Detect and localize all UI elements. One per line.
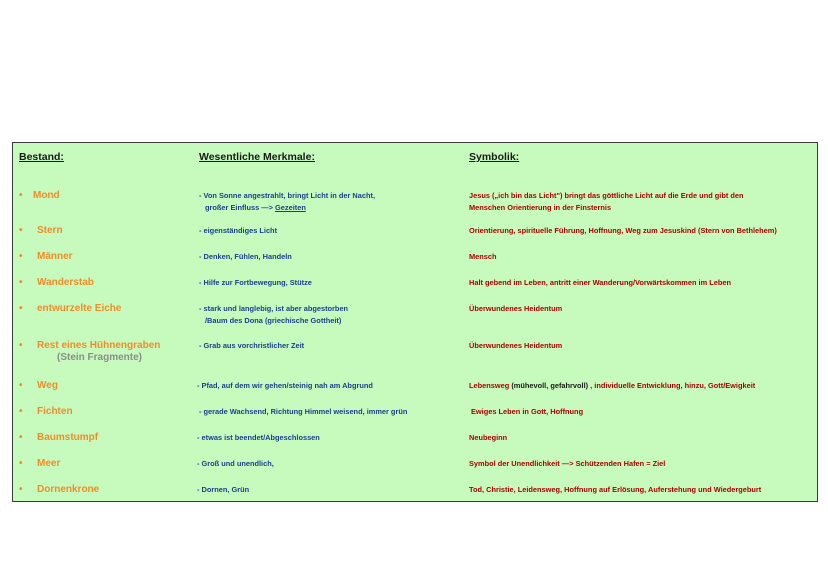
item-symbol: Jesus („ich bin das Licht") bringt das göttliche Licht auf die Erde und gibt den Menschen Orientierung in der Finsternis bbox=[469, 191, 744, 212]
item-feature: - stark und langlebig, ist aber abgestorben /Baum des Dona (griechische Gottheit) bbox=[199, 304, 349, 325]
item-symbol: Halt gebend im Leben, antritt einer Wanderung/Vorwärtskommen im Leben bbox=[469, 278, 731, 287]
item-feature: - Groß und unendlich, bbox=[197, 459, 274, 468]
item-name: Fichten bbox=[37, 406, 73, 417]
bullet: • bbox=[19, 432, 23, 443]
item-feature: - Denken, Fühlen, Handeln bbox=[199, 252, 292, 261]
bullet: • bbox=[19, 277, 23, 288]
header-merkmale: Wesentliche Merkmale: bbox=[199, 151, 315, 163]
bullet: • bbox=[19, 251, 23, 262]
item-feature: - Hilfe zur Fortbewegung, Stütze bbox=[199, 278, 312, 287]
item-name: Männer bbox=[37, 251, 73, 262]
item-feature: - eigenständiges Licht bbox=[199, 226, 278, 235]
item-name: Rest eines Hühnengraben (Stein Fragmente) bbox=[37, 340, 161, 363]
bullet: • bbox=[19, 484, 23, 495]
bullet: • bbox=[19, 303, 23, 314]
item-feature: - etwas ist beendet/Abgeschlossen bbox=[197, 433, 320, 442]
item-name: Weg bbox=[37, 380, 58, 391]
item-name: Meer bbox=[37, 458, 61, 469]
bullet: • bbox=[19, 458, 23, 469]
item-name: Mond bbox=[33, 190, 60, 201]
item-symbol: Überwundenes Heidentum bbox=[469, 304, 563, 313]
item-symbol: Orientierung, spirituelle Führung, Hoffnung, Weg zum Jesuskind (Stern von Bethlehem) bbox=[469, 226, 777, 235]
bullet: • bbox=[19, 190, 23, 201]
item-symbol: Überwundenes Heidentum bbox=[469, 341, 563, 350]
item-name: entwurzelte Eiche bbox=[37, 303, 122, 314]
item-name: Dornenkrone bbox=[37, 484, 100, 495]
symbol-table bbox=[12, 142, 818, 502]
item-symbol: Tod, Christie, Leidensweg, Hoffnung auf Erlösung, Auferstehung und Wiedergeburt bbox=[469, 485, 762, 494]
item-feature: - Von Sonne angestrahlt, bringt Licht in der Nacht, großer Einfluss —> Gezeiten bbox=[199, 191, 376, 212]
gezeiten-link[interactable]: Gezeiten bbox=[275, 203, 306, 212]
item-symbol: Mensch bbox=[469, 252, 497, 261]
item-name: Baumstumpf bbox=[37, 432, 99, 443]
header-bestand: Bestand: bbox=[19, 151, 64, 163]
item-feature: - gerade Wachsend, Richtung Himmel weisend, immer grün bbox=[199, 407, 408, 416]
bullet: • bbox=[19, 406, 23, 417]
item-name-sub: (Stein Fragmente) bbox=[57, 352, 143, 363]
bullet: • bbox=[19, 225, 23, 236]
item-symbol: Neubeginn bbox=[469, 433, 508, 442]
item-symbol: Lebensweg (mühevoll, gefahrvoll) , individuelle Entwicklung, hinzu, Gott/Ewigkeit bbox=[469, 381, 756, 390]
item-feature: - Grab aus vorchristlicher Zeit bbox=[199, 341, 305, 350]
item-feature: - Pfad, auf dem wir gehen/steinig nah am Abgrund bbox=[197, 381, 373, 390]
item-name: Stern bbox=[37, 225, 63, 236]
bullet: • bbox=[19, 380, 23, 391]
item-symbol: Ewiges Leben in Gott, Hoffnung bbox=[471, 407, 584, 416]
bullet: • bbox=[19, 340, 23, 351]
item-feature: - Dornen, Grün bbox=[197, 485, 250, 494]
item-symbol: Symbol der Unendlichkeit —> Schützenden Hafen = Ziel bbox=[469, 459, 666, 468]
header-symbolik: Symbolik: bbox=[469, 151, 520, 163]
item-name: Wanderstab bbox=[37, 277, 94, 288]
